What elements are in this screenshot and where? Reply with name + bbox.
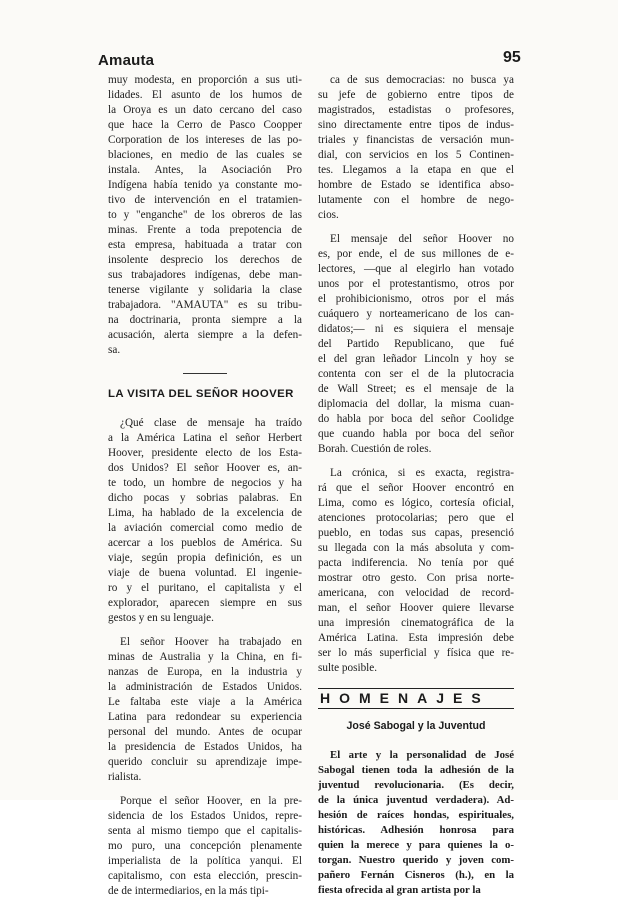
text-line: mostrar otro gesto. Con prisa norte- (318, 572, 514, 584)
text-line: América Latina. Esta impresión debe (318, 632, 514, 644)
section-divider (183, 373, 227, 374)
text-line: ca de sus democracias: no busca ya (330, 74, 514, 86)
homenaje-body (318, 748, 514, 898)
text-line: acercar a los pueblos de América. Su (108, 537, 302, 549)
text-line: lidades. El asunto de los humos de (108, 89, 302, 101)
text-line: sino directamente entre tipos de indus- (318, 119, 514, 131)
left-column (108, 73, 302, 899)
text-line: didatos;— ni es siquiera el mensaje (318, 323, 514, 335)
text-line: la Oroya es un dato cercano del caso (108, 104, 302, 116)
text-line: imperialista de la política yanqui. El (108, 855, 302, 867)
text-line: diplomacia del dollar, la misma cuan- (318, 398, 514, 410)
text-line: de la única juventud verdadera). Ad- (318, 794, 514, 806)
text-line: tes. Llegamos a la etapa en que el (318, 164, 514, 176)
text-line: La crónica, si es exacta, registra- (330, 467, 514, 479)
intro-paragraph (108, 73, 302, 358)
paragraph (108, 416, 302, 626)
text-line: triales y financistas de versación mun- (318, 134, 514, 146)
text-line: históricas. Adhesión honrosa para (318, 824, 514, 836)
text-line: dos Unidos? El señor Hoover es, an- (108, 462, 302, 474)
text-line: sa. (108, 344, 121, 356)
homenaje-subheading: José Sabogal y la Juventud (346, 720, 486, 732)
text-line: su jefe de gobierno entre tipos de (318, 89, 514, 101)
text-line: viaje, según propia definición, es un (108, 552, 302, 564)
text-line: Porque el señor Hoover, en la pre- (120, 795, 302, 807)
text-line: instala. Antes, la Asociación Pro (108, 164, 302, 176)
text-line: tivo de intervención en el tratamien- (108, 194, 302, 206)
text-line: unos por el protestantismo, otros por (318, 278, 514, 290)
text-line: del Partido Republicano, que fué (318, 338, 514, 350)
text-line: explorador, aparecen siempre en sus (108, 597, 302, 609)
text-line: na doctrinaria, pronta siempre a la (108, 314, 302, 326)
text-line: to y "enganche" de los obreros de las (108, 209, 302, 221)
text-line: cuáquero y norteamericano de los can- (318, 308, 514, 320)
paragraph (318, 232, 514, 457)
text-line: fiesta ofrecida al gran artista por la (318, 884, 481, 896)
text-line: el prohibicionismo, otros por el más (318, 293, 514, 305)
text-line: quien la merece y para quienes la o- (318, 839, 514, 851)
text-line: trabajadora. "AMAUTA" es su tribu- (108, 299, 302, 311)
text-line: muy modesta, en proporción a sus uti- (108, 74, 302, 86)
text-line: El arte y la personalidad de José (330, 749, 514, 761)
running-head: Amauta (98, 52, 155, 69)
text-line: a la América Latina el señor Herbert (108, 432, 302, 444)
text-line: que hace la Cerro de Pasco Coopper (108, 119, 302, 131)
text-line: es, por ende, el de sus millones de e- (318, 248, 514, 260)
paragraph (108, 794, 302, 899)
text-line: man, el señor Hoover quiere llevarse (318, 602, 514, 614)
text-line: viaje de buena voluntad. El ingenie- (108, 567, 302, 579)
text-line: la presidencia de Estados Unidos, ha (108, 741, 302, 753)
text-line: personal del mundo. Antes de ocupar (108, 726, 302, 738)
text-line: hesión de raíces hondas, espirituales, (318, 809, 514, 821)
text-line: gestos y en su lenguaje. (108, 612, 214, 624)
text-line: Latina para redondear su experiencia (108, 711, 302, 723)
text-line: El señor Hoover ha trabajado en (120, 636, 302, 648)
text-line: rá que el señor Hoover encontró en (318, 482, 514, 494)
text-line: insolente desprecio los derechos de (108, 254, 302, 266)
text-line: capitalismo, con esta elección, prescin- (108, 870, 302, 882)
homenajes-heading: HOMENAJES (318, 688, 514, 709)
text-line: juventud revolucionaria. (Es decir, (318, 779, 514, 791)
text-line: lectores, —que al elegirlo han votado (318, 263, 514, 275)
text-line: Sabogal tienen toda la adhesión de la (318, 764, 514, 776)
text-line: magistrados, estadistas o profesores, (318, 104, 514, 116)
text-line: Lima, ha hablado de la excelencia de (108, 507, 302, 519)
text-line: minas. Frente a toda prepotencia de (108, 224, 302, 236)
text-line: Borah. Cuestión de roles. (318, 443, 432, 455)
text-line: rialista. (108, 771, 142, 783)
text-line: ¿Qué clase de mensaje ha traído (120, 417, 302, 429)
hoover-article-continued (318, 73, 514, 676)
text-line: lutamente con el hombre de nego- (318, 194, 514, 206)
text-line: la administración de Estados Unidos. (108, 681, 302, 693)
paragraph (318, 73, 514, 223)
text-line: pañero Fernán Cisneros (h.), en la (318, 869, 514, 881)
text-line: sidencia de los Estados Unidos, repre- (108, 810, 302, 822)
text-line: blaciones, en medio de las cuales se (108, 149, 302, 161)
text-line: do habla por boca del señor Coolidge (318, 413, 514, 425)
text-line: minas de Australia y la China, en fi- (108, 651, 302, 663)
text-line: sulte posible. (318, 662, 378, 674)
text-line: atenciones protocolarias; pero que el (318, 512, 514, 524)
paragraph (108, 635, 302, 785)
right-column (318, 73, 514, 898)
text-line: El mensaje del señor Hoover no (330, 233, 514, 245)
text-line: una impresión cinematográfica de la (318, 617, 514, 629)
text-line: pueblo, en todas sus capas, presenció (318, 527, 514, 539)
text-line: ro y el puritano, el capitalista y el (108, 582, 302, 594)
page-number: 95 (503, 49, 521, 66)
text-line: Corporation de los intereses de las po- (108, 134, 302, 146)
text-line: Hoover, presidente electo de los Esta- (108, 447, 302, 459)
text-line: tenerse vigilante y solidaria la clase (108, 284, 302, 296)
text-line: contenta con ser el de la plutocracia (318, 368, 514, 380)
text-line: dial, con servicios en los 5 Continen- (318, 149, 514, 161)
text-line: mo puro, una concepción plenamente (108, 840, 302, 852)
paragraph (318, 466, 514, 676)
text-line: pacta indiferencia. No tenía por qué (318, 557, 514, 569)
text-line: Lima, como es lógico, cortesía oficial, (318, 497, 514, 509)
text-line: torgan. Nuestro querido y joven com- (318, 854, 514, 866)
text-line: de Wall Street; es el mensaje de la (318, 383, 514, 395)
text-line: acusación, alerta siempre a la defen- (108, 329, 302, 341)
text-line: su llegada con la más absoluta y com- (318, 542, 514, 554)
text-line: cios. (318, 209, 339, 221)
text-line: hombre de Estado se identifica abso- (318, 179, 514, 191)
text-line: ser lo más superficial y física que re- (318, 647, 514, 659)
section-title-hoover: LA VISITA DEL SEÑOR HOOVER (108, 388, 294, 400)
text-line: Indígena había tenido ya constante mo- (108, 179, 302, 191)
hoover-article-body (108, 416, 302, 899)
text-line: senta al mismo tiempo que el capitalis- (108, 825, 302, 837)
text-line: querido concluir su aprendizaje impe- (108, 756, 302, 768)
text-line: nanzas de Europa, en la industria y (108, 666, 302, 678)
text-line: dicho pocas y sobrias palabras. En (108, 492, 302, 504)
text-line: la aviación comercial como medio de (108, 522, 302, 534)
text-line: que cuando habla por boca del señor (318, 428, 514, 440)
text-line: esta empresa, habituada a tratar con (108, 239, 302, 251)
text-line: americana, con velocidad de record- (318, 587, 514, 599)
text-line: te todo, un hombre de negocios y ha (108, 477, 302, 489)
text-line: el del gran leñador Lincoln y hoy se (318, 353, 514, 365)
text-line: de de intermediarios, en la más tipi- (108, 885, 269, 897)
text-line: Le faltaba este viaje a la América (108, 696, 302, 708)
text-line: sus trabajadores indígenas, debe man- (108, 269, 302, 281)
